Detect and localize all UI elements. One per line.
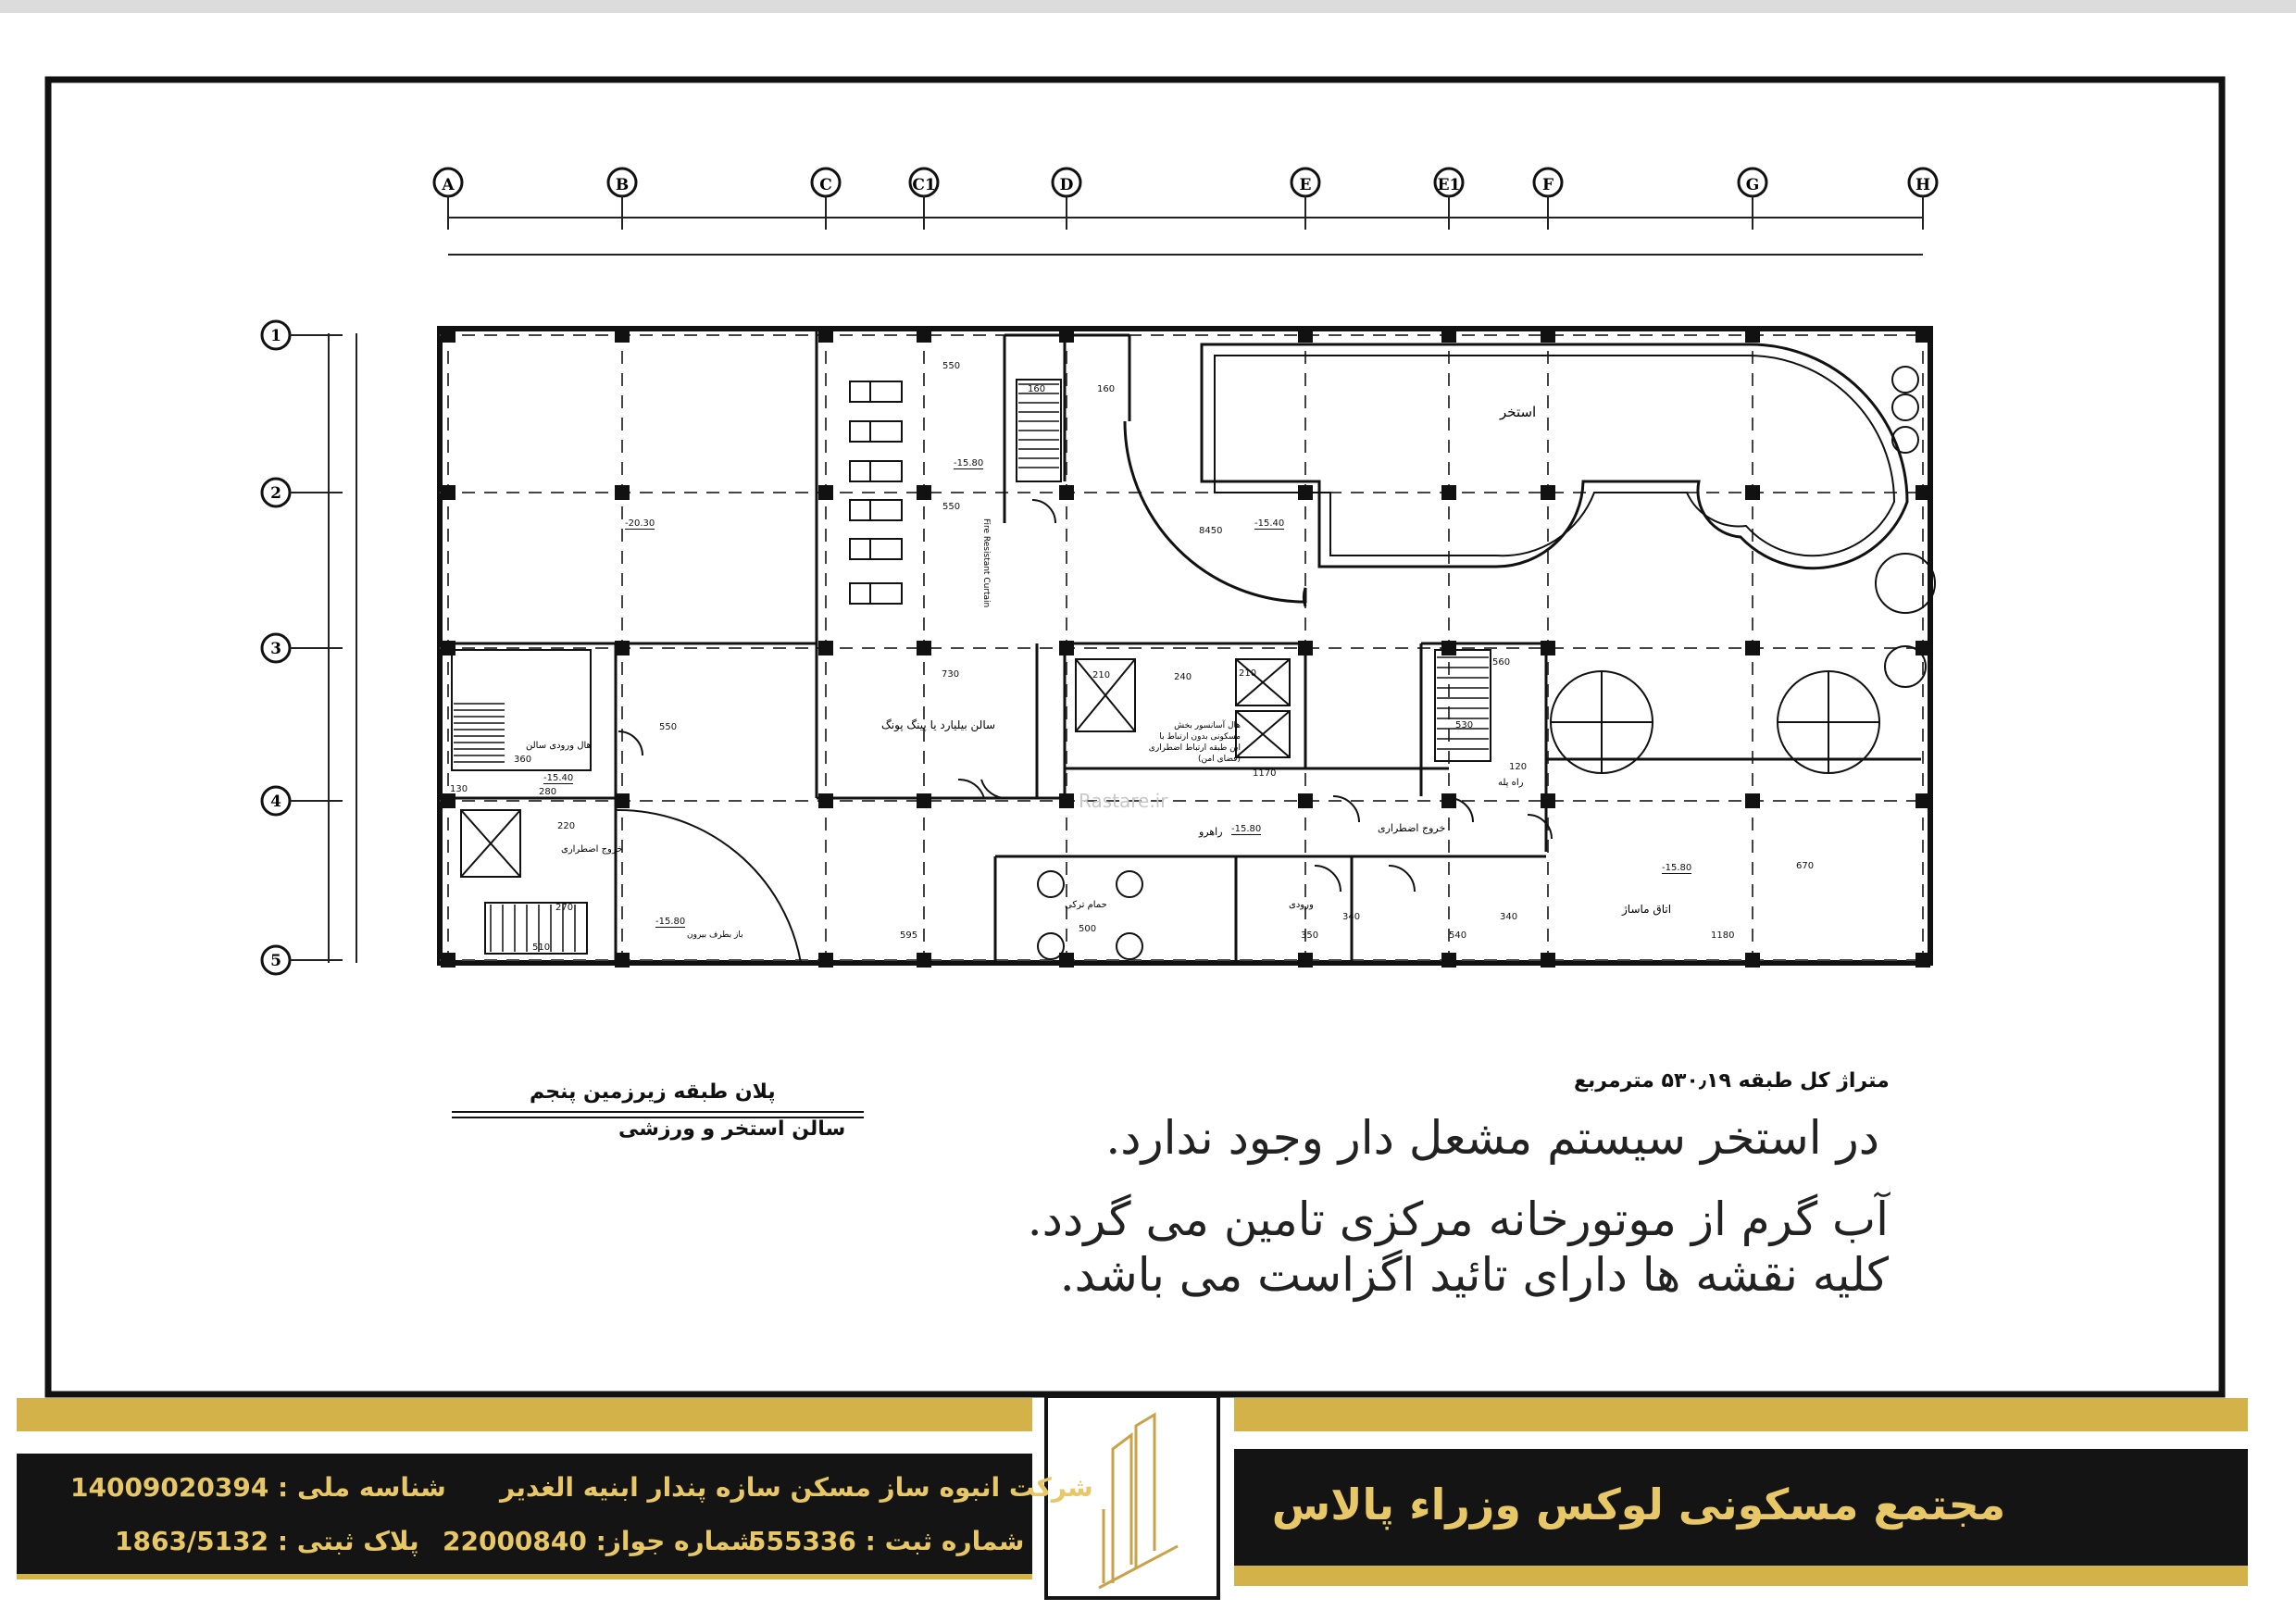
billiard-table: [850, 539, 902, 559]
structural-column: [917, 328, 931, 343]
gold-rule-left: [17, 1574, 1032, 1579]
structural-column: [818, 328, 833, 343]
column-label: D: [1059, 176, 1074, 194]
company-name: شرکت انبوه ساز مسکن سازه پندار ابنیه الغدیر: [500, 1472, 1093, 1503]
room-billiard: سالن بیلیارد یا پینگ پونگ: [881, 718, 996, 731]
dimension-label: 550: [659, 722, 678, 732]
structural-column: [1915, 641, 1930, 655]
dimension-label: 730: [942, 669, 960, 680]
column-label: H: [1915, 176, 1931, 194]
gold-rule-right: [1234, 1566, 2248, 1586]
level-label: -15.80: [954, 458, 984, 468]
structural-column: [615, 328, 630, 343]
structural-column: [1298, 641, 1313, 655]
structural-column: [1298, 485, 1313, 500]
structural-column: [1059, 793, 1074, 808]
dimension-label: 510: [532, 943, 551, 953]
dimension-label: 540: [1449, 930, 1467, 941]
row-marker-5: [262, 946, 343, 974]
row-label: 5: [270, 952, 281, 970]
room-corridor: راهرو: [1199, 826, 1223, 838]
column-label: F: [1541, 176, 1554, 194]
column-label: E1: [1437, 176, 1461, 194]
structural-column: [917, 953, 931, 968]
column-marker-E1: [1435, 169, 1463, 230]
project-name: مجتمع مسکونی لوکس وزراء پالاس: [1271, 1479, 2006, 1529]
column-label: E: [1299, 176, 1312, 194]
structural-column: [818, 953, 833, 968]
level-label: -15.40: [543, 773, 574, 783]
watermark: Rastare.ir: [1079, 790, 1168, 812]
structural-column: [818, 641, 833, 655]
structural-column: [1915, 953, 1930, 968]
column-label: C: [819, 176, 832, 194]
room-emergency-exit-left: خروج اضطراری: [561, 844, 623, 855]
column-markers: [434, 169, 1937, 230]
column-label: G: [1745, 176, 1760, 194]
room-pool: استخر: [1500, 404, 1537, 420]
dimension-label: 270: [555, 903, 574, 913]
row-label: 2: [270, 484, 281, 503]
structural-column: [1441, 953, 1456, 968]
structural-column: [1745, 793, 1760, 808]
structural-column: [1915, 328, 1930, 343]
structural-column: [1745, 328, 1760, 343]
structural-column: [1915, 793, 1930, 808]
row-label: 3: [270, 640, 281, 658]
column-marker-F: [1534, 169, 1562, 230]
dimension-label: 280: [539, 787, 557, 797]
structural-column: [1059, 953, 1074, 968]
dashed-grid: [440, 329, 1930, 963]
note-3: کلیه نقشه ها دارای تائید اگزاست می باشد.: [1059, 1248, 1889, 1302]
billiard-table: [850, 421, 902, 442]
structural-column: [1541, 953, 1555, 968]
structural-column: [441, 485, 455, 500]
structural-column: [1441, 793, 1456, 808]
structural-column: [818, 793, 833, 808]
column-marker-A: [434, 169, 462, 230]
dimension-label: 240: [1174, 672, 1192, 682]
dimension-label: 130: [450, 784, 468, 794]
billiard-table: [850, 583, 902, 604]
structural-column: [615, 793, 630, 808]
structural-column: [1915, 485, 1930, 500]
dimension-label: 340: [1500, 912, 1518, 922]
row-marker-4: [262, 787, 343, 815]
room-massage: اتاق ماساژ: [1622, 903, 1672, 916]
row-markers: [262, 321, 343, 974]
column-label: C1: [912, 176, 936, 194]
structural-column: [441, 953, 455, 968]
structural-column: [1298, 328, 1313, 343]
fire-curtain-label: Fire Resistant Curtain: [981, 518, 991, 608]
structural-column: [917, 641, 931, 655]
room-entry-hall: هال ورودی سالن: [526, 741, 592, 751]
row-label: 4: [270, 793, 281, 811]
row-label: 1: [270, 327, 281, 345]
structural-column: [1541, 485, 1555, 500]
pool-inner-outline: [1215, 356, 1894, 556]
note-2: آب گرم از موتورخانه مرکزی تامین می گردد.: [1027, 1192, 1889, 1246]
structural-column: [441, 641, 455, 655]
dimension-label: 560: [1492, 657, 1511, 668]
row-marker-2: [262, 479, 343, 506]
structural-column: [1441, 328, 1456, 343]
dimension-label: 530: [1455, 720, 1474, 730]
pool-outline: [1202, 344, 1907, 568]
structural-column: [917, 793, 931, 808]
room-turkish-bath: حمام ترکی: [1065, 900, 1107, 910]
structural-column: [818, 485, 833, 500]
dimension-label: 220: [557, 821, 576, 831]
dimension-label: 550: [942, 361, 961, 371]
plan-subtitle: سالن استخر و ورزشی: [618, 1117, 846, 1141]
level-label: -15.80: [655, 917, 686, 927]
structural-column: [1059, 328, 1074, 343]
structural-column: [1441, 641, 1456, 655]
column-marker-C1: [910, 169, 938, 230]
structural-column: [615, 953, 630, 968]
row-marker-3: [262, 634, 343, 662]
structural-column: [1541, 328, 1555, 343]
dimension-label: 210: [1092, 670, 1111, 680]
top-grid-axis: [448, 218, 1923, 255]
dimension-label: 670: [1796, 861, 1815, 871]
dimension-label: 210: [1239, 668, 1257, 679]
structural-column: [1441, 485, 1456, 500]
structural-column: [1541, 641, 1555, 655]
structural-column: [1059, 641, 1074, 655]
level-label: -15.40: [1254, 518, 1285, 529]
structural-column: [615, 485, 630, 500]
column-marker-D: [1053, 169, 1080, 230]
dimension-label: 550: [942, 502, 961, 512]
billiard-table: [850, 381, 902, 402]
dimension-label: 8450: [1199, 526, 1223, 536]
national-id: شناسه ملی : 14009020394: [70, 1472, 446, 1503]
dimension-label: 500: [1079, 924, 1097, 934]
structural-column: [917, 485, 931, 500]
structural-column: [1745, 485, 1760, 500]
area-caption: متراژ کل طبقه ۵۳۰٫۱۹ مترمربع: [1574, 1069, 1890, 1092]
structural-column: [441, 793, 455, 808]
plan-title: پلان طبقه زیرزمین پنجم: [530, 1080, 776, 1104]
license-number: شماره جواز: 22000840: [443, 1526, 757, 1556]
column-label: B: [615, 176, 630, 194]
gold-band-left: [17, 1398, 1032, 1431]
walls: [440, 329, 1921, 963]
dimension-label: 350: [1301, 930, 1319, 941]
room-emergency-exit-right: خروج اضطراری: [1378, 822, 1446, 834]
gold-band-right: [1234, 1398, 2248, 1431]
registration-number: شماره ثبت : 555336: [748, 1526, 1025, 1556]
level-label: -15.80: [1231, 824, 1262, 834]
structural-column: [1298, 953, 1313, 968]
structural-column: [1541, 793, 1555, 808]
structural-column: [1059, 485, 1074, 500]
row-marker-1: [262, 321, 343, 349]
column-marker-G: [1739, 169, 1766, 230]
plate-number: پلاک ثبتی : 1863/5132: [115, 1526, 419, 1556]
structural-column: [615, 641, 630, 655]
structural-column: [1745, 953, 1760, 968]
dimension-label: 1170: [1253, 768, 1277, 779]
room-side-door: باز بطرف بیرون: [687, 930, 743, 940]
level-label: -15.80: [1662, 863, 1692, 873]
structural-column: [1298, 793, 1313, 808]
column-marker-C: [812, 169, 840, 230]
structural-column: [1745, 641, 1760, 655]
dimension-label: 360: [514, 755, 532, 765]
column-label: A: [442, 176, 455, 194]
room-stairs: راه پله: [1498, 778, 1524, 788]
column-marker-B: [608, 169, 636, 230]
column-marker-H: [1909, 169, 1937, 230]
structural-column: [441, 328, 455, 343]
dimension-label: 160: [1028, 384, 1046, 394]
dimension-label: 595: [900, 930, 918, 941]
room-lobby: هال آسانسور بخش مسکونی بدون ارتباط با این طبقه ارتباط اضطراری (فضای امن): [1148, 721, 1241, 764]
dimension-label: 120: [1509, 762, 1528, 772]
billiard-table: [850, 461, 902, 481]
billiard-table: [850, 500, 902, 520]
column-marker-E: [1292, 169, 1319, 230]
dimension-label: 160: [1097, 384, 1116, 394]
level-label: -20.30: [625, 518, 655, 529]
dimension-label: 1180: [1711, 930, 1735, 941]
room-entrance: ورودی: [1289, 900, 1314, 910]
note-1: در استخر سیستم مشعل دار وجود ندارد.: [1105, 1111, 1879, 1165]
dimension-label: 340: [1342, 912, 1361, 922]
scan-edge: [0, 0, 2296, 13]
building-outline: [440, 329, 1930, 963]
